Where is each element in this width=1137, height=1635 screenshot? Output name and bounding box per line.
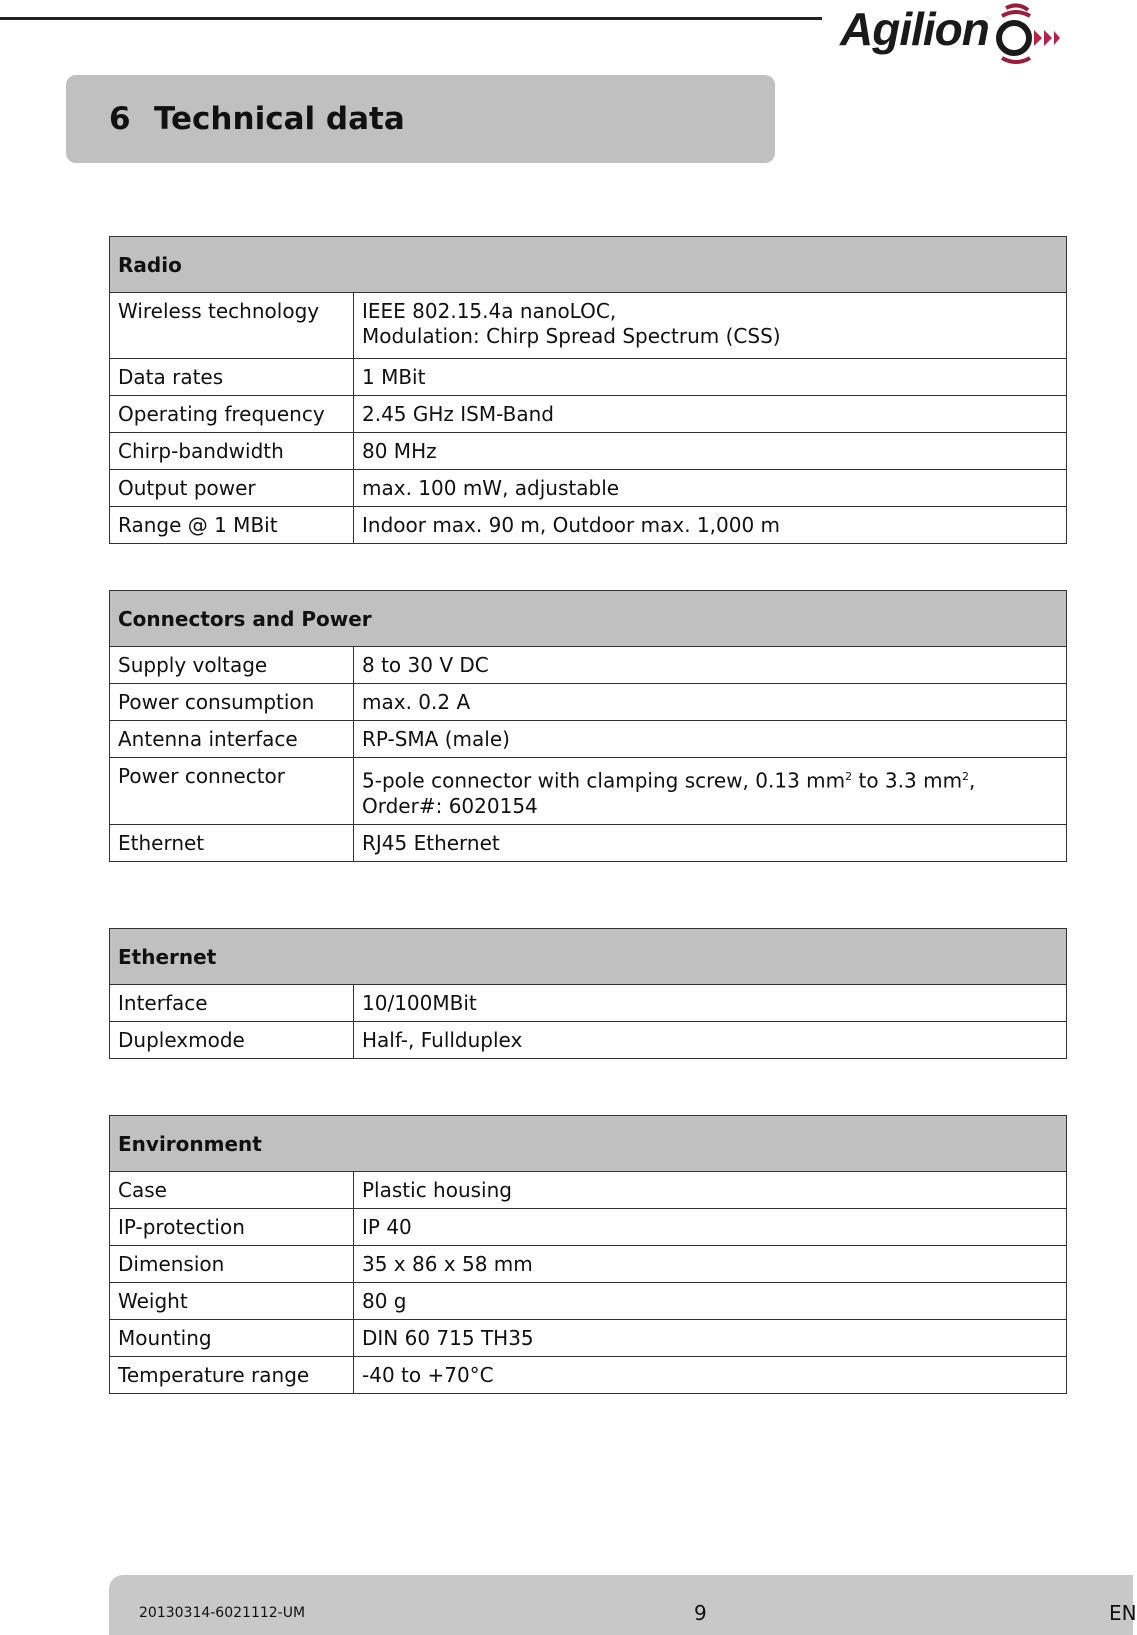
row-value: 8 to 30 V DC	[354, 647, 1067, 684]
row-value: 80 MHz	[354, 433, 1067, 470]
row-label: Case	[110, 1172, 354, 1209]
row-label: Range @ 1 MBit	[110, 507, 354, 544]
row-label: Interface	[110, 985, 354, 1022]
table-row	[110, 824, 1067, 861]
chapter-heading	[66, 75, 775, 163]
page-footer	[109, 1575, 1137, 1635]
table-row	[110, 721, 1067, 758]
table-row	[110, 470, 1067, 507]
row-value: IP 40	[354, 1209, 1067, 1246]
chapter-number: 6	[109, 101, 131, 137]
table-row	[110, 396, 1067, 433]
row-value: RJ45 Ethernet	[354, 824, 1067, 861]
row-value: max. 0.2 A	[354, 684, 1067, 721]
row-value: IEEE 802.15.4a nanoLOC, Modulation: Chirp Spread Spectrum (CSS)	[354, 293, 1067, 359]
chapter-title: Technical data	[154, 101, 405, 137]
row-label: Operating frequency	[110, 396, 354, 433]
row-value: RP-SMA (male)	[354, 721, 1067, 758]
row-value: Half-, Fullduplex	[354, 1022, 1067, 1059]
row-label: Data rates	[110, 359, 354, 396]
table-row	[110, 758, 1067, 825]
row-label: IP-protection	[110, 1209, 354, 1246]
page-number: 9	[694, 1601, 707, 1625]
table-row	[110, 647, 1067, 684]
row-label: Antenna interface	[110, 721, 354, 758]
row-value: max. 100 mW, adjustable	[354, 470, 1067, 507]
table-row	[110, 1246, 1067, 1283]
row-value: 5-pole connector with clamping screw, 0.13 $mm^2$ to 3.3 $mm^2$, Order#: 6020154	[354, 758, 1067, 825]
row-value: DIN 60 715 TH35	[354, 1320, 1067, 1357]
row-label: Temperature range	[110, 1357, 354, 1394]
header-rule	[0, 17, 822, 20]
row-label: Ethernet	[110, 824, 354, 861]
table-title: Connectors and Power	[110, 591, 1067, 647]
table-row	[110, 359, 1067, 396]
row-value: -40 to +70°C	[354, 1357, 1067, 1394]
signal-icon	[992, 0, 1068, 66]
row-label: Output power	[110, 470, 354, 507]
row-value: 80 g	[354, 1283, 1067, 1320]
language-code: EN	[1109, 1601, 1137, 1625]
row-label: Chirp-bandwidth	[110, 433, 354, 470]
table-row	[110, 507, 1067, 544]
radio-table	[109, 236, 1067, 544]
agilion-logo	[840, 0, 1070, 66]
row-label: Wireless technology	[110, 293, 354, 359]
table-title: Environment	[110, 1116, 1067, 1172]
table-row	[110, 985, 1067, 1022]
environment-table	[109, 1115, 1067, 1394]
table-row	[110, 293, 1067, 359]
row-value: 35 x 86 x 58 mm	[354, 1246, 1067, 1283]
row-label: Dimension	[110, 1246, 354, 1283]
table-row	[110, 1283, 1067, 1320]
row-value: Plastic housing	[354, 1172, 1067, 1209]
row-value: 10/100MBit	[354, 985, 1067, 1022]
ethernet-table	[109, 928, 1067, 1059]
connectors-table	[109, 590, 1067, 862]
row-value: 2.45 GHz ISM-Band	[354, 396, 1067, 433]
row-label: Power consumption	[110, 684, 354, 721]
row-label: Supply voltage	[110, 647, 354, 684]
row-label: Power connector	[110, 758, 354, 825]
row-label: Mounting	[110, 1320, 354, 1357]
table-row	[110, 1209, 1067, 1246]
row-value: Indoor max. 90 m, Outdoor max. 1,000 m	[354, 507, 1067, 544]
table-row	[110, 433, 1067, 470]
table-row	[110, 1320, 1067, 1357]
table-row	[110, 1357, 1067, 1394]
row-value: 1 MBit	[354, 359, 1067, 396]
logo-text: Agilion	[840, 3, 989, 55]
table-row	[110, 1172, 1067, 1209]
document-id: 20130314-6021112-UM	[139, 1605, 306, 1621]
table-row	[110, 1022, 1067, 1059]
table-title: Ethernet	[110, 929, 1067, 985]
row-label: Weight	[110, 1283, 354, 1320]
table-title: Radio	[110, 237, 1067, 293]
row-label: Duplexmode	[110, 1022, 354, 1059]
table-row	[110, 684, 1067, 721]
